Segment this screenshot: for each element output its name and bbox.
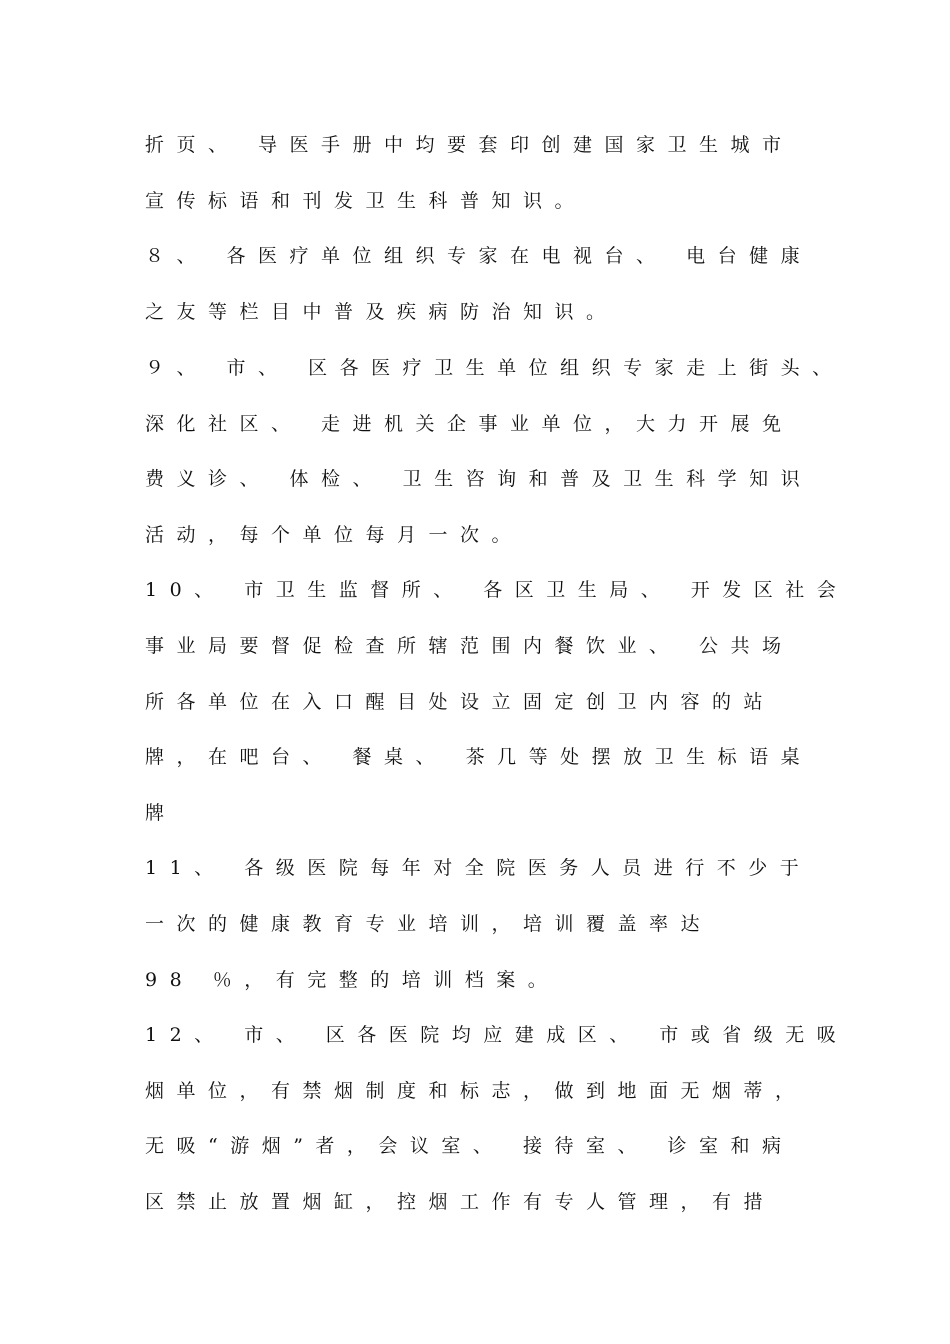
text-line: 10、 市卫生监督所、 各区卫生局、 开发区社会 [145, 579, 849, 601]
text-line: 区禁止放置烟缸，控烟工作有专人管理，有措 [145, 1191, 776, 1213]
text-line: 牌，在吧台、 餐桌、 茶几等处摆放卫生标语桌 [145, 746, 813, 768]
text-line: 烟单位，有禁烟制度和标志，做到地面无烟蒂， [145, 1080, 807, 1102]
text-line: 宣传标语和刊发卫生科普知识。 [145, 190, 587, 212]
text-line: 一次的健康教育专业培训，培训覆盖率达 [145, 913, 713, 935]
text-line: 11、 各级医院每年对全院医务人员进行不少于 [145, 857, 812, 879]
text-line: 事业局要督促检查所辖范围内餐饮业、 公共场 [145, 635, 794, 657]
text-line: 所各单位在入口醒目处设立固定创卫内容的站 [145, 691, 776, 713]
text-line: 深化社区、 走进机关企事业单位，大力开展免 [145, 413, 794, 435]
text-line: ８、 各医疗单位组织专家在电视台、 电台健康 [145, 245, 813, 267]
text-line: 98 ％，有完整的培训档案。 [145, 969, 560, 991]
text-line: 无吸“游烟”者，会议室、 接待室、 诊室和病 [145, 1135, 794, 1157]
text-line: 折页、 导医手册中均要套印创建国家卫生城市 [145, 134, 794, 156]
text-line: 之友等栏目中普及疾病防治知识。 [145, 301, 618, 323]
text-line: ９、 市、 区各医疗卫生单位组织专家走上街头、 [145, 357, 844, 379]
text-line: 牌 [145, 802, 177, 824]
text-line: 活动，每个单位每月一次。 [145, 524, 524, 546]
text-line: 12、 市、 区各医院均应建成区、 市或省级无吸 [145, 1024, 849, 1046]
text-line: 费义诊、 体检、 卫生咨询和普及卫生科学知识 [145, 468, 813, 490]
